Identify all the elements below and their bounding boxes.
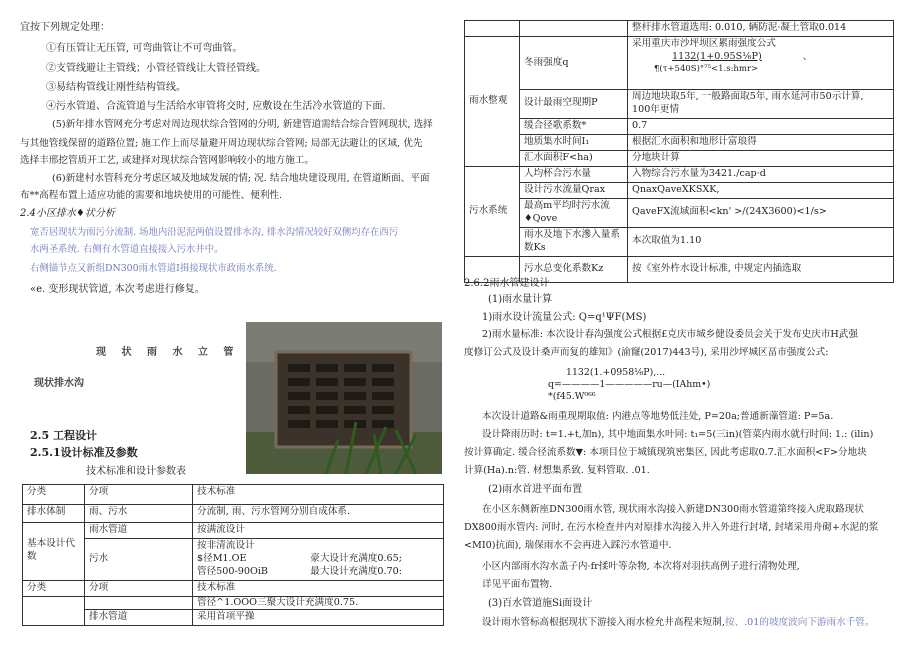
table-cell — [628, 37, 894, 90]
design-standard-table — [22, 484, 444, 626]
text-line: 与其他管线保留的道路位置; 施工作上而尽量避开周边现状综合管网; 局部无法避让的区域, 优先 — [20, 138, 423, 149]
text-line: ④污水管道、合流管道与生活给水审管将交时, 应敷设在生活冷水管道的下面. — [46, 101, 386, 112]
section-heading: 2.5 工程设计 — [30, 429, 97, 442]
table-cell: 管径^1.OOO三聚大设计充满度0.75. — [193, 596, 444, 610]
table-cell: 分地块计算 — [628, 150, 894, 166]
cell-line: 最大设计充满度0.70: — [310, 565, 402, 577]
table-cell — [23, 596, 85, 626]
table-cell: 采用首项平操 — [193, 610, 444, 626]
table-cell: 按满流设计 — [193, 523, 444, 539]
table-caption: 技术标准和设计参数表 — [86, 466, 186, 477]
cell-line: $径M1.OE — [197, 552, 247, 564]
drain-grate-image — [246, 322, 442, 474]
text-line: 详见平面布置物. — [482, 579, 553, 590]
table-cell: 分流制, 雨、污水管网分别自成体系. — [193, 505, 444, 523]
text-line: ②支管线避让主管线；小管径管线让大管径管线。 — [46, 63, 266, 74]
table-cell: 冬雨强度q — [520, 37, 628, 90]
text-span: 设计雨水管标高根据现状下游接入雨水检允井高程来短制, — [482, 617, 725, 628]
table-cell: 整杆排水管道选用: 0.010, 辆防泥·凝土管取0.014 — [628, 21, 894, 37]
table-cell — [520, 198, 628, 227]
text-line: ①有压管让无压管, 可弯曲管让不可弯曲管。 — [46, 43, 243, 54]
table-cell: 地质集水时间I₁ — [520, 134, 628, 150]
text-line: 2)雨水量标准: 本次设计春沟强度公式根据£克庆市城乡健设委员会关于发布史庆市H武强 — [482, 329, 858, 340]
photo-label: 现状排水沟 — [34, 378, 84, 389]
table-cell: 雨、污水 — [85, 505, 193, 523]
table-cell: 分项 — [85, 580, 193, 596]
cell-line: 100年更情 — [632, 103, 680, 115]
photo-caption: 现 状 雨 水 立 管 — [96, 347, 240, 358]
cell-line: 最高m平均时污水流 — [524, 199, 610, 211]
text-line: 小区内部雨水沟水盖子内·fr揉叶等杂物, 本次将对羽扶高例子进行清物处理, — [482, 561, 800, 572]
table-cell — [85, 596, 193, 610]
text-line: (3)百水管道施Si面设计 — [488, 598, 593, 609]
cell-line: 按非清流设计 — [197, 539, 255, 551]
cell-line: ♦Qove — [524, 212, 558, 224]
text-line — [482, 616, 874, 631]
text-line: 设计降雨历时: t=1.+t,加n), 其中地面集水叶同: t₁=5(三in)(管菜内雨水就行时间: 1.: (ilin) — [482, 429, 874, 440]
section-heading: 2.4小区排水♦状分析 — [20, 208, 115, 219]
table-cell: 缓合径歌系数* — [520, 118, 628, 134]
table-cell: 根据汇水面积和地形计富琅得 — [628, 134, 894, 150]
cell-line: 管径500-90OiB — [197, 565, 268, 577]
table-cell — [465, 21, 520, 37]
cell-line: 雨水及地下水滲入量系 — [524, 228, 620, 240]
table-cell: 分类 — [23, 485, 85, 505]
text-line: <MI0)抗面), 瑞保雨水不会再进入踩污水管道中. — [464, 540, 672, 551]
table-cell: 入物综合污水量为3421./cap·d — [628, 166, 894, 182]
table-cell: QaveFX流域面积<kn' >/(24X3600)<1/s> — [628, 198, 894, 227]
table-cell: 设计最雨空现期P — [520, 90, 628, 119]
cell-line: 采用重庆市沙坪坝区累雨强度公式 — [632, 38, 776, 49]
table-cell: 污水总变化系数Kz — [520, 256, 628, 282]
table-cell: 雨水整观 — [465, 37, 520, 167]
text-line: 宜按下列规定处理： — [20, 22, 110, 33]
text-line: 1)雨水设计流量公式: Q=q¹ΨF(MS) — [482, 312, 647, 323]
text-line: (5)新年排水管网充分考虑对周边现状综合管网的分明, 新建管道需结合综合管网现状, 选择 — [52, 119, 433, 130]
cell-line: 、 — [802, 50, 813, 62]
table-cell: 排水管道 — [85, 610, 193, 626]
subsection-heading: 2.5.1设计标准及参数 — [30, 446, 138, 459]
table-cell: 人均杯合污水量 — [520, 166, 628, 182]
table-cell: 本次取值为1.10 — [628, 227, 894, 256]
table-cell: 0.7 — [628, 118, 894, 134]
text-line: (2)雨水首进平面布置 — [488, 484, 583, 495]
text-line: 本次设计道路&雨重现期取值: 内港点等地势低洼处, P=20a;普通新藻管道: P=5a. — [482, 411, 834, 422]
text-line: 度修订公式及设计桑声而复的雄知》(渝窿(2017)443号), 采用沙坪城区畐市强度公式: — [464, 347, 829, 358]
table-cell: 基本设计代数 — [23, 523, 85, 581]
table-cell: QnaxQaveXKSXK, — [628, 182, 894, 198]
cell-line: 周边地块取5年, 一般路面取5年, 雨水延河市50示计算, — [632, 91, 864, 102]
table-cell: 雨水管道 — [85, 523, 193, 539]
text-line: 按计算确定. 缓合径流系数▼: 本项目位于城镇现筑密集区, 因此考虑取0.7.汇水面积<F>分地块 — [464, 447, 867, 458]
rainwater-sewage-parameter-table — [464, 20, 894, 283]
text-line: 在小区东侧新座DN300雨水管, 现状雨水沟接入新建DN300雨水管道第终接入虎取路现状 — [482, 504, 864, 515]
text-line: «e. 变形现状管道, 本次考虑进行修复。 — [30, 284, 205, 295]
table-cell: 污水系统 — [465, 166, 520, 256]
formula-line: q=————1—————ru—(IAhm•) — [548, 379, 711, 390]
table-cell: 技术标准 — [193, 485, 444, 505]
cell-line: 豪大设计充满度0.65; — [310, 552, 402, 564]
table-cell: 技术标准 — [193, 580, 444, 596]
formula-line: 1132(1.+0958¹⁄₆P),... — [566, 367, 666, 378]
table-cell — [520, 227, 628, 256]
text-line: 选择丰邢挖管质开工艺, 或建择对现状综合管网影响较小的地方施工。 — [20, 155, 314, 166]
table-cell: 分项 — [85, 485, 193, 505]
text-span: 按、.01的坡度波向下游雨水千管。 — [724, 617, 875, 628]
text-line: 宽否居现状为雨污分流制. 场地内沿泥泥两值设置排水沟, 排水沟情况较好双侧均存在西污 — [30, 227, 399, 238]
table-cell: 汇水面积F<ha) — [520, 150, 628, 166]
formula-line: *(f45.W⁰⁶⁶ — [548, 391, 596, 402]
formula-denominator: ¶(τ+540S)°⁷⁵<1.s:hmr> — [654, 63, 759, 74]
table-cell — [520, 21, 628, 37]
drain-photo — [246, 322, 442, 474]
table-cell: 分类 — [23, 580, 85, 596]
table-cell: 污水 — [85, 538, 193, 580]
text-line: DX800雨水管内: 河时, 在污水检查井内对原排水沟接入井入外进行封堵, 封堵采用舟砌+水泥的浆 — [464, 522, 879, 533]
text-line: 水两圣系统. 右侧有水管道直接接入污水井中。 — [30, 244, 224, 255]
formula-numerator: 1132(1+0.95S¹⁄₆P) — [672, 50, 762, 62]
table-cell — [193, 538, 444, 580]
table-cell: 设计污水流量Qrax — [520, 182, 628, 198]
text-line: ③易结构管线让刚性结构管线。 — [46, 82, 186, 93]
text-line: 右侧锚节点又新组DN300雨水管道I揖接现状市政雨水系统. — [30, 263, 277, 274]
table-cell: 按《室外杵水设计标准, 中规定内插选取 — [628, 256, 894, 282]
text-line: (1)雨水量计算 — [488, 294, 553, 305]
text-line: 计算(Ha).n:管. 材想集系致. 复料管取. .01. — [464, 465, 650, 476]
cell-line: 数Ks — [524, 241, 546, 253]
table-cell: 排水体制 — [23, 505, 85, 523]
text-line: 布**高程布置上适应功能的需要和地块使用的可能性、便利性. — [20, 190, 283, 201]
section-heading: 2.6.2雨水管建设计 — [464, 278, 550, 289]
table-cell — [628, 90, 894, 119]
text-line: (6)新建村水管科充分考虑区域及地域发展的情; 况. 结合地块建设现用, 在管道断面、平面 — [52, 173, 430, 184]
